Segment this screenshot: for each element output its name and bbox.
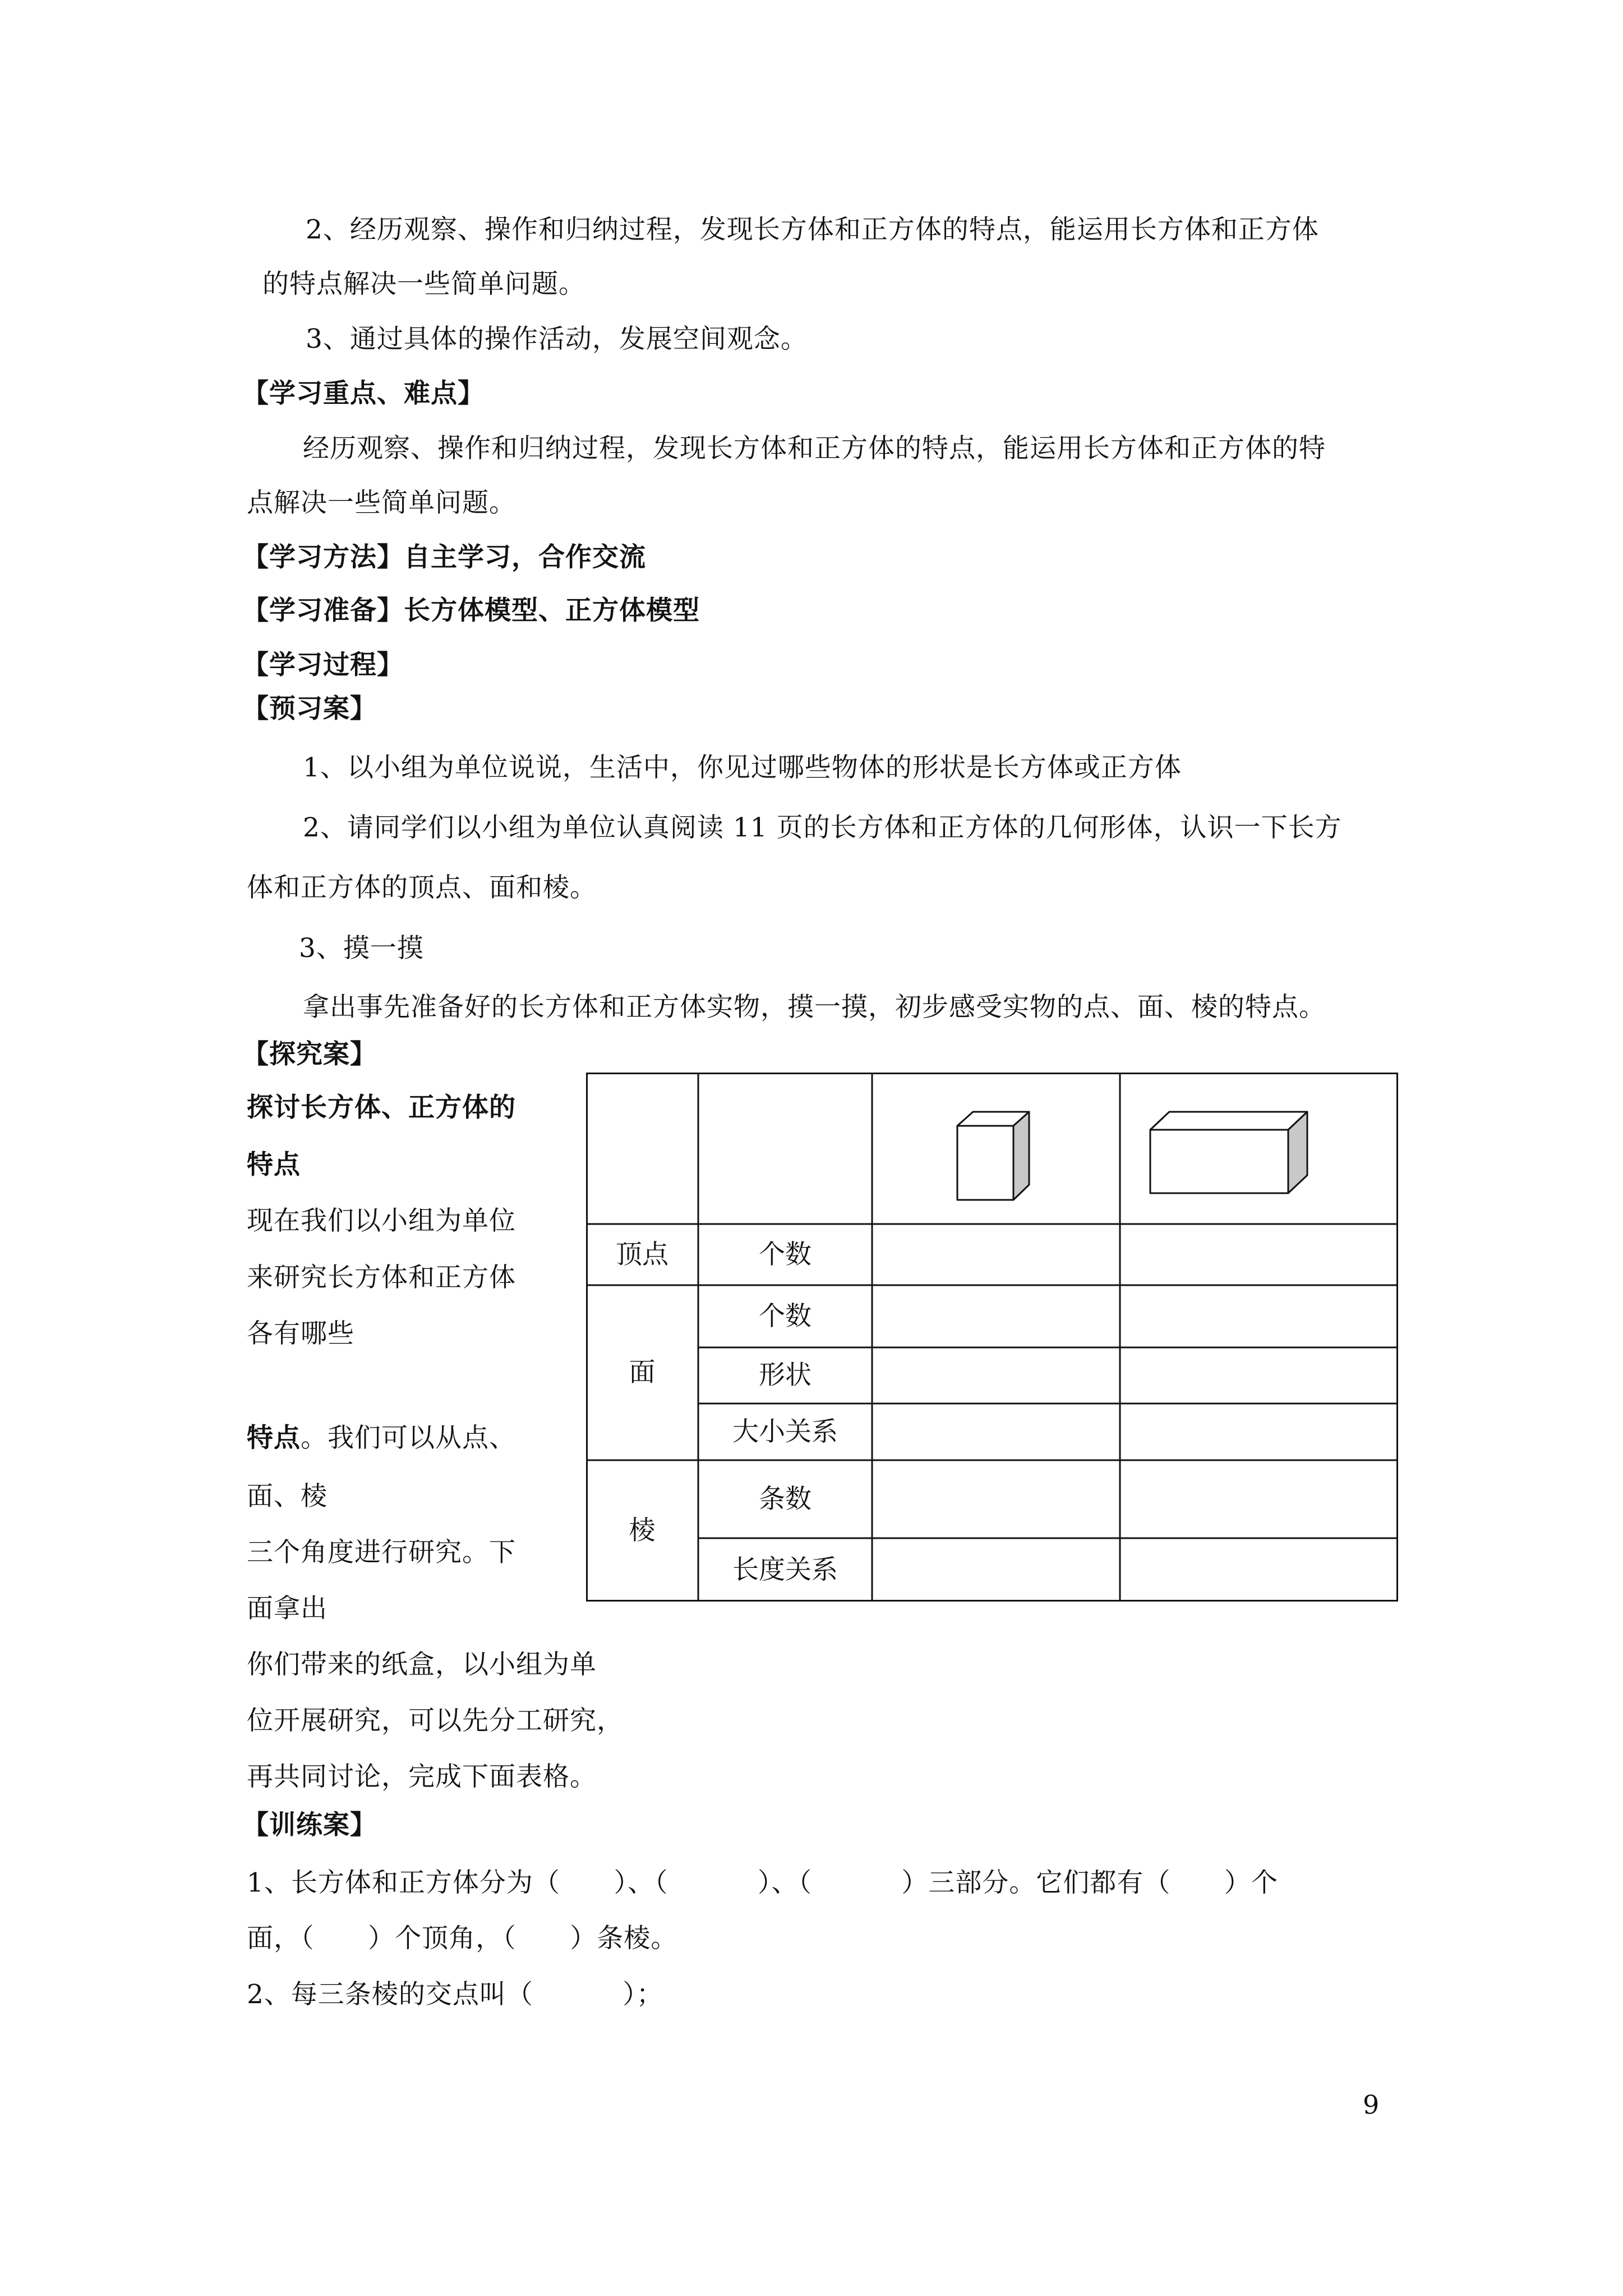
training-item-1-line1: 1、长方体和正方体分为（ ）、（ ）、（ ）三部分。它们都有（ ）个 bbox=[247, 1867, 1278, 1898]
explore-title-line1: 探讨长方体、正方体的 bbox=[247, 1092, 516, 1123]
explore-text-1: 现在我们以小组为单位 bbox=[247, 1205, 516, 1236]
edge-length-label: 长度关系 bbox=[732, 1554, 838, 1585]
explore-text-7: 面拿出 bbox=[247, 1593, 328, 1624]
explore-text-5: 面、棱 bbox=[247, 1481, 328, 1512]
row-label-vertex: 顶点 bbox=[616, 1239, 668, 1270]
heading-preview: 【预习案】 bbox=[242, 693, 377, 724]
cuboid-icon bbox=[1150, 1112, 1307, 1193]
preview-item-3-body: 拿出事先准备好的长方体和正方体实物，摸一摸，初步感受实物的点、面、棱的特点。 bbox=[303, 992, 1326, 1023]
heading-method: 【学习方法】自主学习，合作交流 bbox=[242, 542, 646, 573]
preview-item-2-line1: 2、请同学们以小组为单位认真阅读 11 页的长方体和正方体的几何形体，认识一下长方 bbox=[303, 812, 1342, 843]
focus-line1: 经历观察、操作和归纳过程，发现长方体和正方体的特点，能运用长方体和正方体的特 bbox=[303, 433, 1326, 464]
explore-text-9: 位开展研究，可以先分工研究， bbox=[247, 1705, 624, 1736]
explore-text-4-bold: 特点 bbox=[247, 1423, 301, 1453]
explore-text-4 bbox=[247, 1421, 516, 1455]
explore-text-2: 来研究长方体和正方体 bbox=[247, 1262, 516, 1293]
preview-item-1: 1、以小组为单位说说，生活中，你见过哪些物体的形状是长方体或正方体 bbox=[303, 752, 1182, 783]
heading-training: 【训练案】 bbox=[242, 1810, 377, 1841]
heading-process: 【学习过程】 bbox=[242, 650, 404, 680]
features-table bbox=[586, 1073, 1398, 1602]
row-label-edge: 棱 bbox=[629, 1515, 656, 1546]
page-number: 9 bbox=[1363, 2090, 1380, 2120]
objective-3: 3、通过具体的操作活动，发展空间观念。 bbox=[306, 324, 808, 355]
face-shape-label: 形状 bbox=[759, 1360, 811, 1391]
training-item-1-line2: 面，（ ）个顶角，（ ）条棱。 bbox=[247, 1923, 678, 1954]
focus-line2: 点解决一些简单问题。 bbox=[247, 487, 516, 518]
objective-2-line2: 的特点解决一些简单问题。 bbox=[262, 269, 585, 300]
training-item-2: 2、每三条棱的交点叫（ ）； bbox=[247, 1979, 663, 2010]
heading-preparation: 【学习准备】长方体模型、正方体模型 bbox=[242, 595, 700, 626]
heading-focus: 【学习重点、难点】 bbox=[242, 378, 485, 409]
explore-text-10: 再共同讨论，完成下面表格。 bbox=[247, 1761, 597, 1792]
heading-explore: 【探究案】 bbox=[242, 1039, 377, 1070]
explore-text-3: 各有哪些 bbox=[247, 1318, 354, 1349]
preview-item-2-line2: 体和正方体的顶点、面和棱。 bbox=[247, 872, 597, 903]
explore-text-8: 你们带来的纸盒，以小组为单 bbox=[247, 1649, 597, 1680]
explore-text-6: 三个角度进行研究。下 bbox=[247, 1537, 516, 1568]
edge-count-label: 条数 bbox=[759, 1483, 811, 1515]
preview-item-3: 3、摸一摸 bbox=[299, 933, 424, 964]
explore-title-line2: 特点 bbox=[247, 1149, 301, 1180]
row-label-face: 面 bbox=[629, 1357, 656, 1388]
explore-text-4-rest: 。我们可以从点、 bbox=[301, 1423, 516, 1453]
face-count-label: 个数 bbox=[759, 1300, 811, 1332]
vertex-count-label: 个数 bbox=[759, 1239, 811, 1270]
cube-icon bbox=[957, 1112, 1029, 1200]
face-size-label: 大小关系 bbox=[732, 1416, 838, 1447]
objective-2-line1: 2、经历观察、操作和归纳过程，发现长方体和正方体的特点，能运用长方体和正方体 bbox=[306, 214, 1319, 245]
